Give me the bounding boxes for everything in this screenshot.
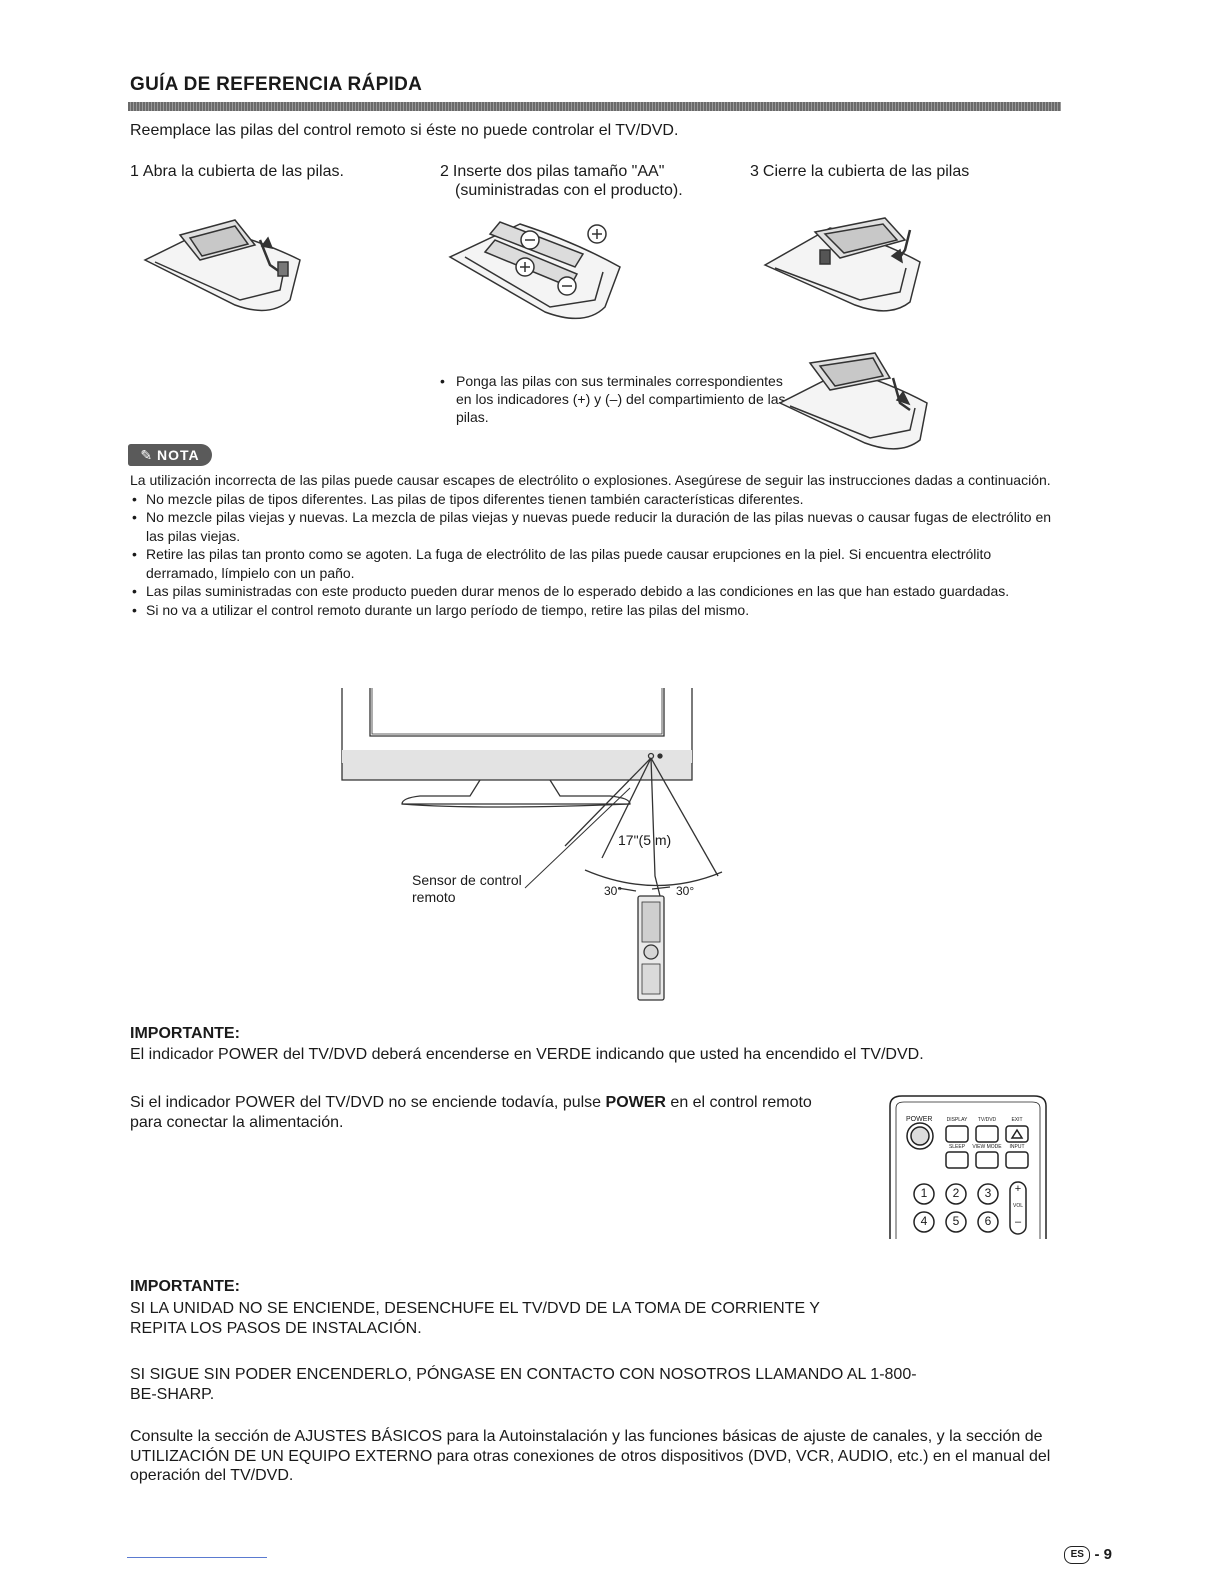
bullet-icon: •	[440, 373, 445, 389]
remote-exit-label: EXIT	[1011, 1117, 1023, 1123]
nota-section	[130, 471, 1060, 619]
remote-vol-minus: –	[1014, 1216, 1022, 1228]
page-number-text: - 9	[1094, 1546, 1112, 1563]
nota-item: • Retire las pilas tan pronto como se agoten. La fuga de electrólito de las pilas puede causar erupciones en la piel. Si encuentra electrólito derramado, límpielo con un paño.	[146, 545, 1060, 582]
remote-sleep-label: SLEEP	[948, 1144, 966, 1150]
important-text-1: El indicador POWER del TV/DVD deberá encenderse en VERDE indicando que usted ha encendido el TV/DVD.	[130, 1046, 924, 1063]
nota-item: • Las pilas suministradas con este producto pueden durar menos de lo esperado debido a las condiciones en las que han estado guardadas.	[146, 582, 1060, 601]
remote-vol-label: VOL	[1012, 1203, 1023, 1209]
nota-item: • Si no va a utilizar el control remoto durante un largo período de tiempo, retire las pilas del mismo.	[146, 601, 1060, 620]
remote-tvdvd-label: TV/DVD	[977, 1117, 997, 1123]
remote-display-label: DISPLAY	[946, 1117, 968, 1123]
pencil-icon: ✎	[140, 446, 154, 463]
step-1-text: Abra la cubierta de las pilas.	[142, 163, 344, 180]
battery-tip-text: Ponga las pilas con sus terminales correspondientes en los indicadores (+) y (–) del compartimiento de las pilas.	[456, 373, 786, 425]
page-title: GUÍA DE REFERENCIA RÁPIDA	[130, 74, 423, 95]
nota-item: • No mezcle pilas de tipos diferentes. Las pilas de tipos diferentes tienen también características diferentes.	[146, 490, 1060, 509]
important-text-2	[130, 1299, 1070, 1338]
closing-text: Consulte la sección de AJUSTES BÁSICOS para la Autoinstalación y las funciones básicas de ajuste de canales, y la sección de UTILIZACIÓN DE UN EQUIPO EXTERNO para otras conexiones de otros dispositivos (DVD, VCR, AUDIO, etc.) en el manual del operación del TV/DVD.	[130, 1428, 1051, 1484]
important-text-2-line1: SI LA UNIDAD NO SE ENCIENDE, DESENCHUFE EL TV/DVD DE LA TOMA DE CORRIENTE Y	[130, 1300, 820, 1317]
remote-digit-6: 6	[984, 1214, 992, 1228]
important-text-3-line1: SI SIGUE SIN PODER ENCENDERLO, PÓNGASE EN CONTACTO CON NOSOTROS LLAMANDO AL 1-800-	[130, 1366, 917, 1383]
nota-badge	[128, 444, 212, 466]
angle-right-label: 30°	[676, 884, 695, 898]
remote-digit-3: 3	[984, 1186, 992, 1200]
battery-tip	[440, 372, 786, 426]
remote-digit-5: 5	[952, 1214, 960, 1228]
language-badge: ES	[1064, 1546, 1090, 1564]
sensor-label	[412, 872, 522, 906]
remote-close-cover-illustration	[760, 210, 930, 320]
intro-text: Reemplace las pilas del control remoto si éste no puede controlar el TV/DVD.	[130, 122, 679, 139]
title-rule	[128, 102, 1061, 111]
step-2-text: Inserte dos pilas tamaño "AA" (suministradas con el producto).	[452, 163, 683, 199]
important-heading-2: IMPORTANTE:	[130, 1278, 240, 1295]
footer-rule	[127, 1557, 267, 1558]
step-1-number: 1	[130, 163, 139, 180]
important-text-3-line2: BE-SHARP.	[130, 1385, 215, 1403]
step-3-number: 3	[750, 163, 759, 180]
remote-digit-2: 2	[952, 1186, 960, 1200]
range-distance-label: 17"(5 m)	[618, 832, 672, 848]
step-3-text: Cierre la cubierta de las pilas	[762, 163, 970, 180]
remote-input-label: INPUT	[1009, 1144, 1025, 1150]
power-note-after: en el control remoto para conectar la alimentación.	[130, 1094, 812, 1131]
sensor-label-line2: remoto	[412, 889, 456, 905]
remote-digit-4: 4	[920, 1214, 928, 1228]
important-heading-1: IMPORTANTE:	[130, 1025, 240, 1042]
step-1	[130, 162, 410, 181]
remote-closeup	[888, 1094, 1048, 1238]
remote-batteries-illustration	[445, 212, 635, 327]
remote-viewmode-label: VIEW MODE	[972, 1144, 1002, 1150]
remote-vol-plus: +	[1014, 1183, 1022, 1195]
angle-left-label: 30°	[604, 884, 623, 898]
power-note-bold: POWER	[605, 1094, 666, 1111]
step-2	[440, 162, 745, 200]
important-text-2-line2: REPITA LOS PASOS DE INSTALACIÓN.	[130, 1319, 422, 1337]
important-text-3	[130, 1365, 1070, 1404]
nota-label: NOTA	[157, 447, 200, 463]
power-note-before: Si el indicador POWER del TV/DVD no se enciende todavía, pulse	[130, 1094, 606, 1111]
nota-list	[130, 490, 1060, 620]
power-note	[130, 1093, 820, 1132]
step-2-number: 2	[440, 163, 449, 180]
tv-remote-range-diagram	[330, 688, 750, 1008]
sensor-label-line1: Sensor de control	[412, 872, 522, 888]
nota-intro: La utilización incorrecta de las pilas puede causar escapes de electrólito o explosiones. Asegúrese de seguir las instrucciones dadas a continuación.	[130, 472, 1051, 488]
remote-open-cover-illustration	[140, 210, 310, 320]
nota-item: • No mezcle pilas viejas y nuevas. La mezcla de pilas viejas y nuevas puede reducir la duración de las pilas nuevas o causar fugas de electrólito en las pilas viejas.	[146, 508, 1060, 545]
remote-power-label: POWER	[906, 1116, 933, 1123]
step-3	[750, 162, 1050, 181]
page-number	[1064, 1546, 1112, 1564]
remote-cover-hinge-illustration	[775, 348, 935, 458]
remote-digit-1: 1	[920, 1186, 928, 1200]
